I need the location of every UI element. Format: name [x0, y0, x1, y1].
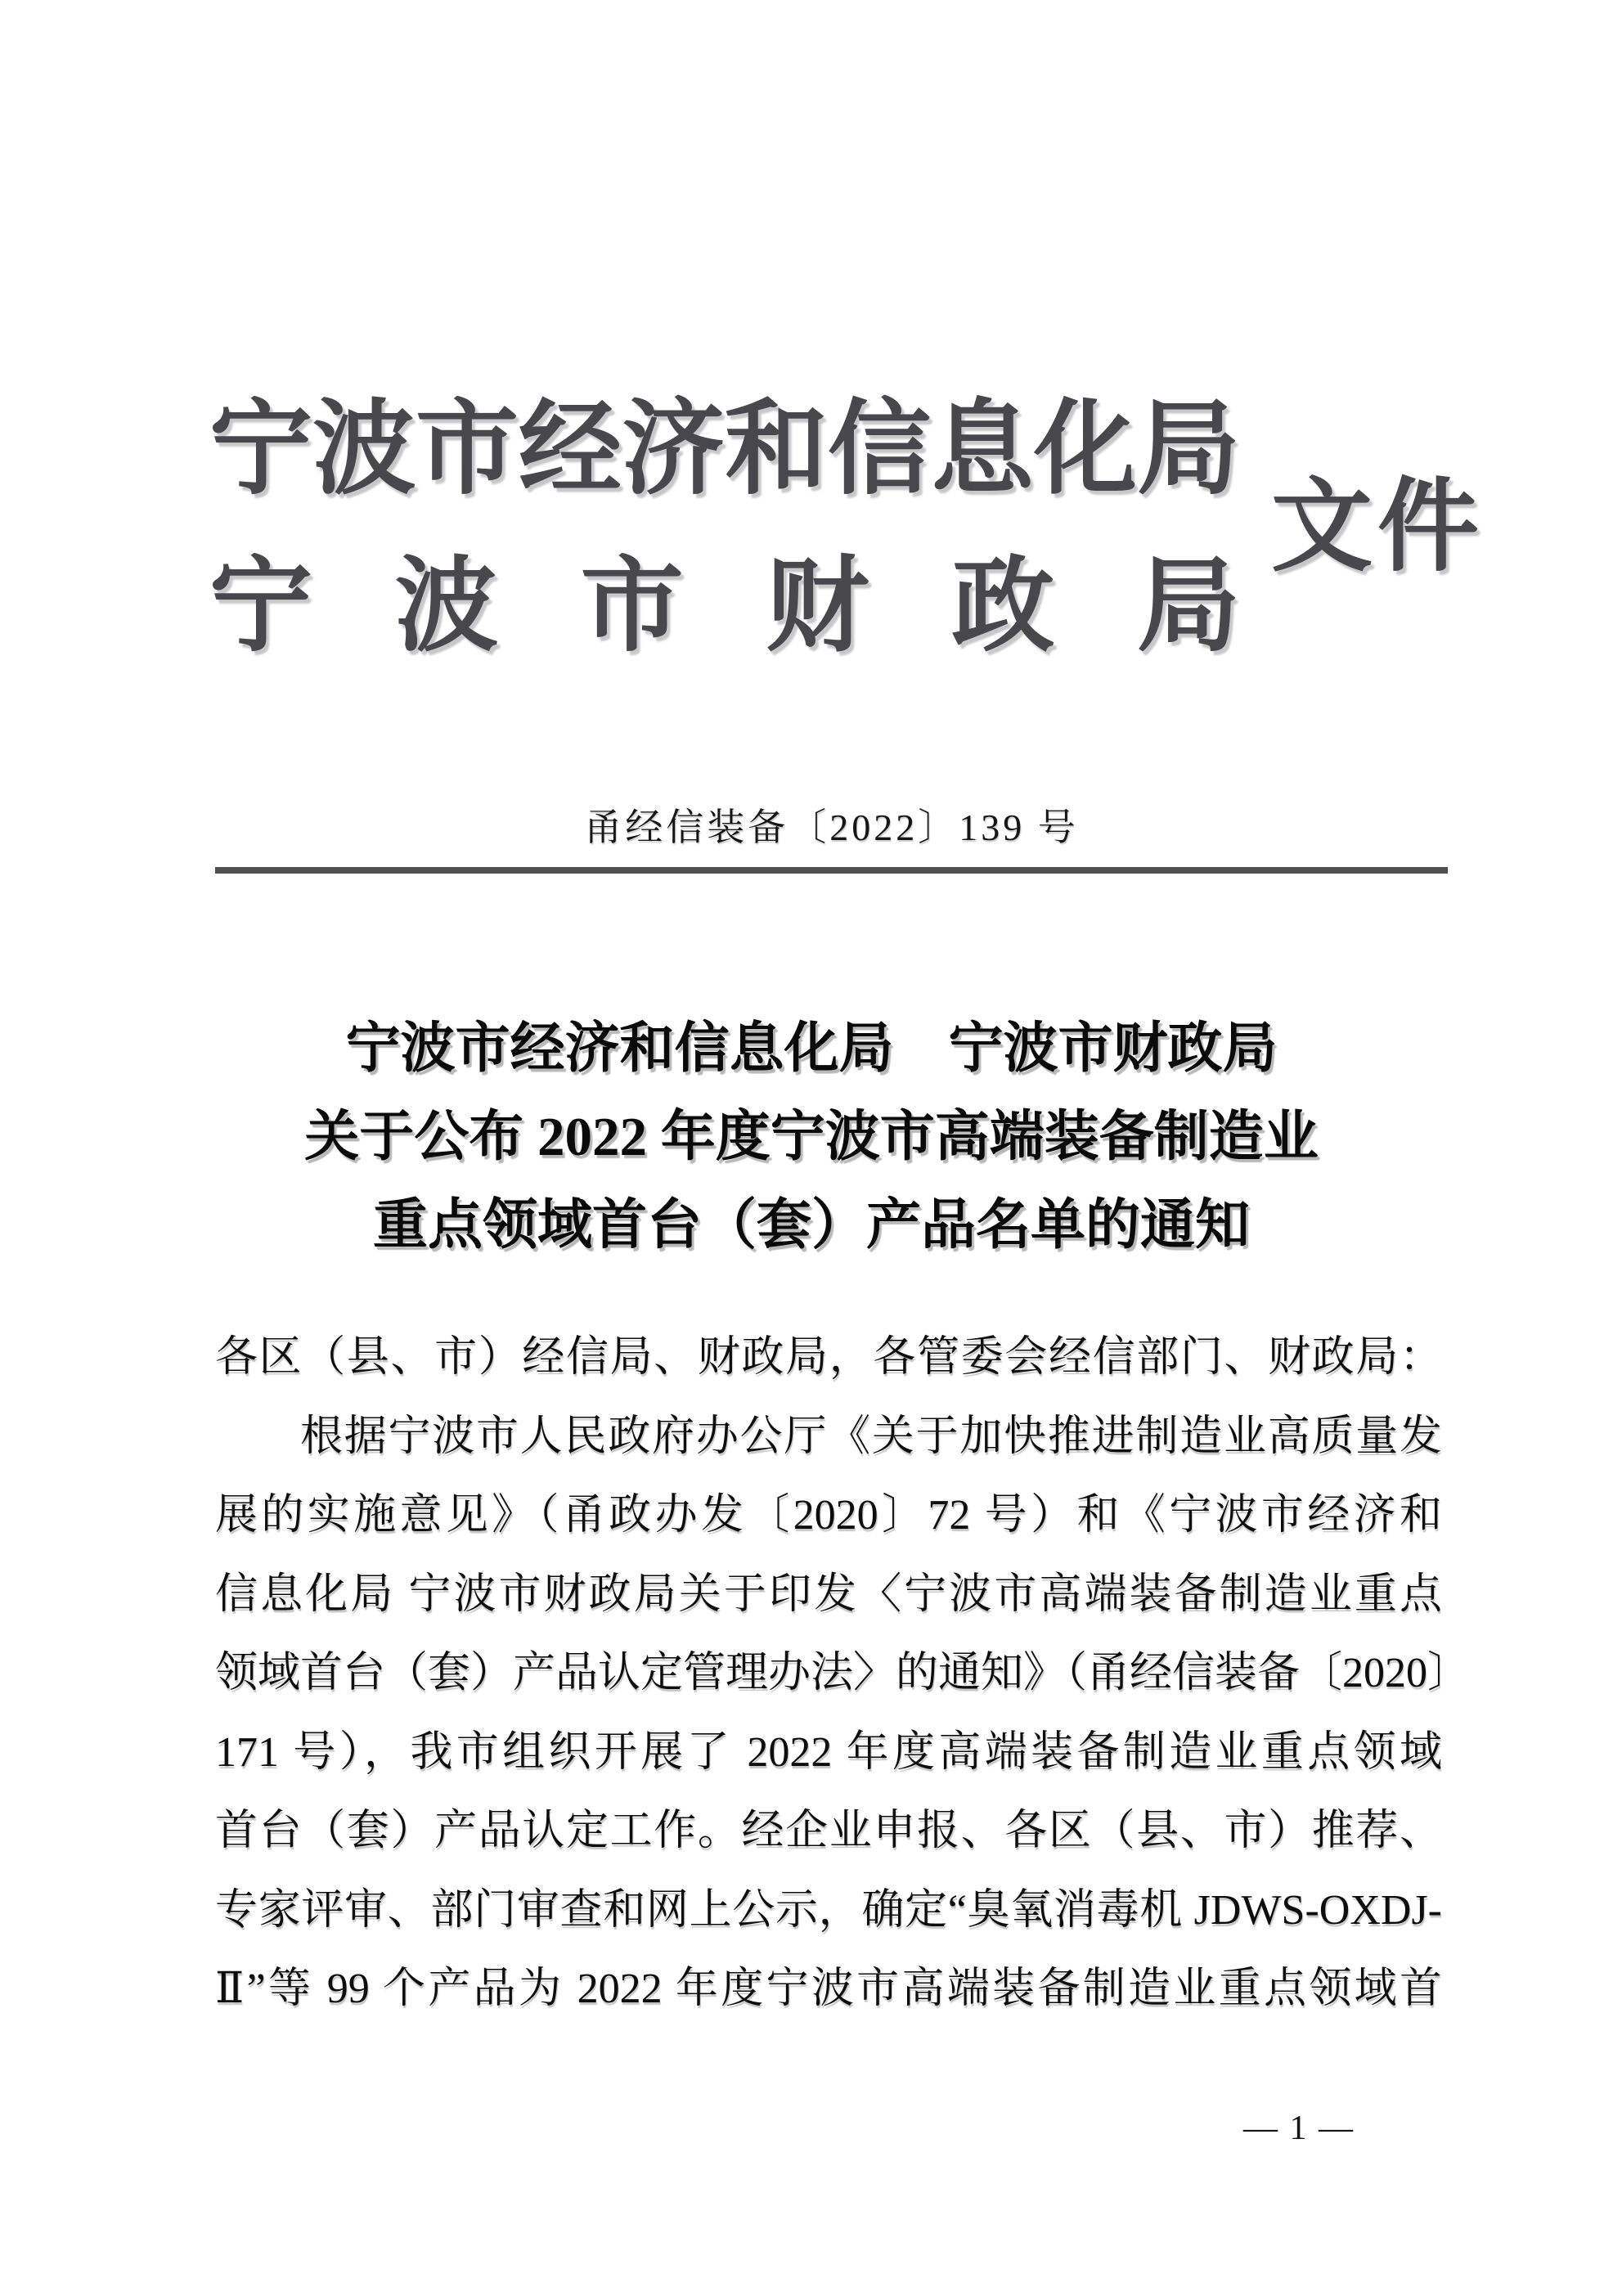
- body-line: 专家评审、部门审查和网上公示，确定“臭氧消毒机 JDWS-OXDJ-: [215, 1886, 1442, 1934]
- document-title-line: 重点领域首台（套）产品名单的通知: [373, 1195, 1250, 1256]
- body-line: 信息化局 宁波市财政局关于印发〈宁波市高端装备制造业重点: [215, 1570, 1442, 1618]
- body-line: Ⅱ”等 99 个产品为 2022 年度宁波市高端装备制造业重点领域首: [215, 1966, 1442, 2012]
- document-type-label: 文件: [1271, 471, 1485, 583]
- body-text: [215, 1319, 1471, 2029]
- document-title-line: 宁波市经济和信息化局 宁波市财政局: [345, 1018, 1278, 1079]
- letterhead: [209, 372, 1485, 686]
- letterhead-divider-rule: [215, 867, 1448, 874]
- main-paragraph: [215, 1398, 1471, 2029]
- page-number: — 1 —: [1243, 2110, 1355, 2147]
- body-line: 171 号），我市组织开展了 2022 年度高端装备制造业重点领域: [215, 1728, 1442, 1776]
- document-reference-number: 甬经信装备〔2022〕139 号: [584, 807, 1079, 848]
- body-line: 根据宁波市人民政府办公厅《关于加快推进制造业高质量发: [300, 1413, 1442, 1460]
- agency-name-line-1: 宁波市经济和信息化局: [209, 393, 1240, 507]
- body-line: 领域首台（套）产品认定管理办法〉的通知》（甬经信装备〔2020〕: [215, 1650, 1471, 1696]
- letterhead-agencies: [209, 372, 1240, 686]
- agency-name-line-2: 宁波市财政局: [209, 550, 1240, 664]
- document-title: [198, 1004, 1425, 1269]
- salutation-line: 各区（县、市）经信局、财政局，各管委会经信部门、财政局：: [215, 1334, 1442, 1381]
- body-line: 首台（套）产品认定工作。经企业申报、各区（县、市）推荐、: [215, 1808, 1442, 1854]
- document-title-line: 关于公布 2022 年度宁波市高端装备制造业: [304, 1107, 1319, 1167]
- body-line: 展的实施意见》（甬政办发〔2020〕72 号）和《宁波市经济和: [215, 1492, 1442, 1539]
